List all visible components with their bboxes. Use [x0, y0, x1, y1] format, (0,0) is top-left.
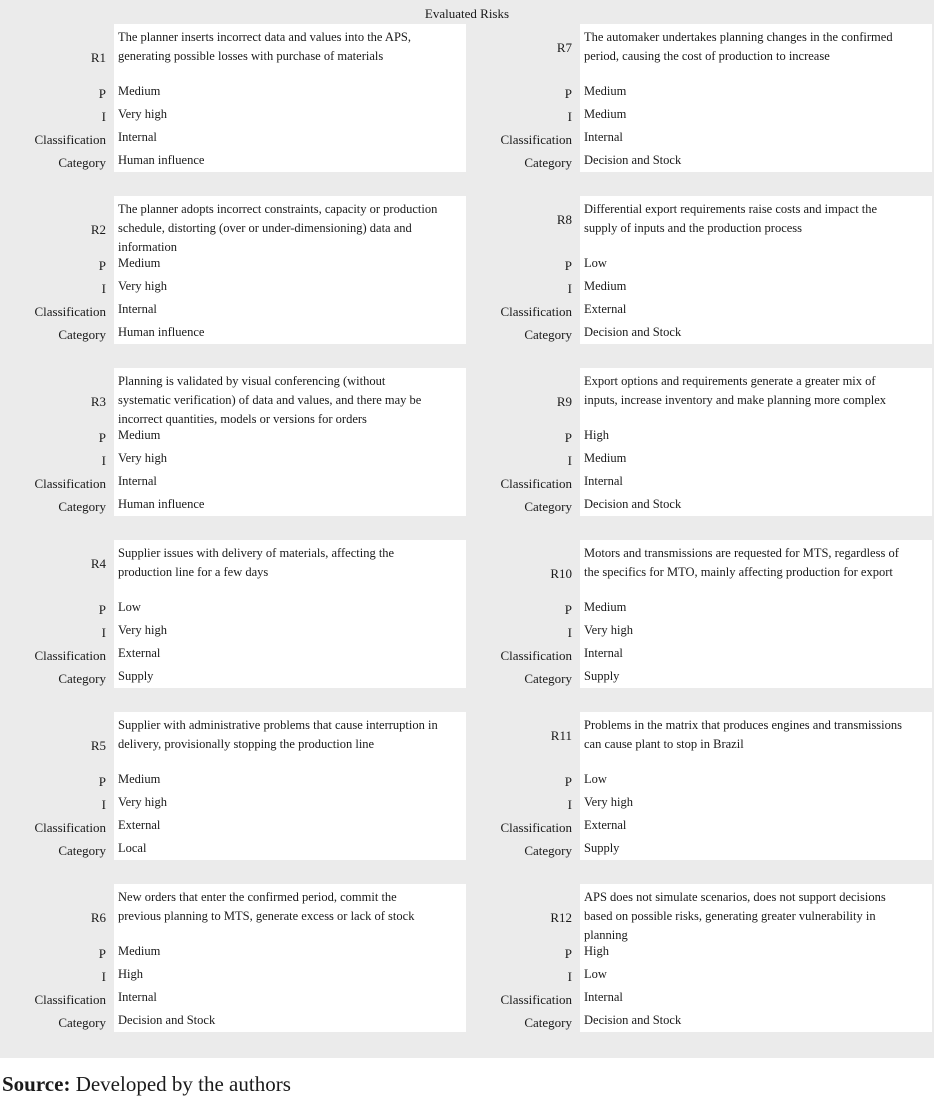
risk-details-box	[114, 196, 466, 344]
risk-details-box	[114, 712, 466, 860]
p-label: P	[564, 774, 572, 789]
risk-id: R4	[90, 556, 106, 571]
classification-value: External	[584, 302, 627, 316]
p-label: P	[98, 430, 106, 445]
risk-description: Supplier with administrative problems that cause interruption in delivery, provisionally stopping the production line	[118, 718, 438, 751]
risk-block-r7	[466, 24, 932, 172]
risk-description: Planning is validated by visual conferencing (without systematic verification) of data and values, and there may be incorrect quantities, models or versions for orders	[118, 374, 422, 426]
category-value: Human influence	[118, 153, 205, 167]
classification-value: External	[118, 646, 161, 660]
category-value: Human influence	[118, 497, 205, 511]
probability-value: Medium	[118, 256, 161, 270]
category-label: Category	[58, 327, 106, 342]
probability-value: Medium	[118, 944, 161, 958]
classification-value: External	[584, 818, 627, 832]
risk-description: Supplier issues with delivery of materials, affecting the production line for a few days	[118, 546, 395, 579]
classification-label: Classification	[500, 304, 572, 319]
impact-value: High	[118, 967, 143, 981]
impact-value: Very high	[118, 623, 167, 637]
impact-value: Medium	[584, 107, 627, 121]
classification-label: Classification	[500, 132, 572, 147]
risk-id: R7	[556, 40, 572, 55]
risk-id: R6	[90, 910, 106, 925]
category-value: Supply	[118, 669, 154, 683]
category-value: Decision and Stock	[584, 325, 682, 339]
i-label: I	[101, 625, 106, 640]
impact-value: Very high	[118, 451, 167, 465]
risk-block-r11	[466, 712, 932, 860]
impact-value: Very high	[118, 279, 167, 293]
source-note	[2, 1071, 291, 1097]
source-text: Developed by the authors	[70, 1072, 291, 1096]
risk-block-r3	[0, 368, 466, 516]
risk-details-box	[114, 884, 466, 1032]
risk-id: R8	[556, 212, 572, 227]
classification-value: External	[118, 818, 161, 832]
probability-value: Medium	[118, 84, 161, 98]
risk-block-r12	[466, 884, 932, 1032]
risk-description: New orders that enter the confirmed period, commit the previous planning to MTS, generate excess or lack of stock	[118, 890, 415, 923]
p-label: P	[98, 86, 106, 101]
classification-value: Internal	[118, 130, 157, 144]
classification-value: Internal	[118, 302, 157, 316]
classification-label: Classification	[34, 476, 106, 491]
classification-label: Classification	[500, 648, 572, 663]
risk-description: The automaker undertakes planning changes in the confirmed period, causing the cost of production to increase	[584, 30, 893, 63]
risk-details-box	[580, 884, 932, 1032]
p-label: P	[98, 946, 106, 961]
p-label: P	[98, 258, 106, 273]
i-label: I	[567, 969, 572, 984]
category-label: Category	[524, 499, 572, 514]
category-value: Decision and Stock	[118, 1013, 216, 1027]
risk-id: R1	[90, 50, 106, 65]
risk-details-box	[114, 540, 466, 688]
i-label: I	[101, 969, 106, 984]
classification-label: Classification	[34, 132, 106, 147]
impact-value: Medium	[584, 279, 627, 293]
category-label: Category	[524, 671, 572, 686]
table-title: Evaluated Risks	[424, 6, 510, 21]
classification-label: Classification	[34, 820, 106, 835]
risk-details-box	[114, 24, 466, 172]
risk-details-box	[580, 24, 932, 172]
risk-description: The planner adopts incorrect constraints, capacity or production schedule, distorting (over or under-dimensioning) data and information	[118, 202, 438, 254]
category-value: Human influence	[118, 325, 205, 339]
classification-value: Internal	[584, 130, 623, 144]
probability-value: Low	[584, 772, 607, 786]
i-label: I	[567, 625, 572, 640]
p-label: P	[564, 946, 572, 961]
classification-value: Internal	[584, 646, 623, 660]
category-value: Supply	[584, 669, 620, 683]
classification-label: Classification	[34, 304, 106, 319]
probability-value: Low	[118, 600, 141, 614]
impact-value: Low	[584, 967, 607, 981]
i-label: I	[567, 453, 572, 468]
p-label: P	[98, 602, 106, 617]
category-label: Category	[58, 155, 106, 170]
p-label: P	[98, 774, 106, 789]
classification-label: Classification	[500, 820, 572, 835]
category-value: Decision and Stock	[584, 1013, 682, 1027]
risk-description: Differential export requirements raise costs and impact the supply of inputs and the production process	[584, 202, 878, 235]
category-label: Category	[524, 1015, 572, 1030]
risk-block-r2	[0, 196, 466, 344]
classification-label: Classification	[500, 476, 572, 491]
p-label: P	[564, 258, 572, 273]
p-label: P	[564, 86, 572, 101]
probability-value: Low	[584, 256, 607, 270]
i-label: I	[101, 453, 106, 468]
category-value: Local	[118, 841, 147, 855]
risk-description: Export options and requirements generate a greater mix of inputs, increase inventory and make planning more complex	[584, 374, 886, 407]
category-value: Supply	[584, 841, 620, 855]
classification-label: Classification	[34, 992, 106, 1007]
category-value: Decision and Stock	[584, 153, 682, 167]
risk-description: Motors and transmissions are requested for MTS, regardless of the specifics for MTO, mainly affecting production for export	[584, 546, 899, 579]
category-value: Decision and Stock	[584, 497, 682, 511]
risk-block-r6	[0, 884, 466, 1032]
impact-value: Very high	[118, 795, 167, 809]
risk-id: R5	[90, 738, 106, 753]
category-label: Category	[524, 327, 572, 342]
probability-value: High	[584, 944, 609, 958]
i-label: I	[101, 109, 106, 124]
risk-block-r10	[466, 540, 932, 688]
p-label: P	[564, 602, 572, 617]
risk-description: The planner inserts incorrect data and values into the APS, generating possible losses with purchase of materials	[118, 30, 411, 63]
risk-block-r4	[0, 540, 466, 688]
risk-details-box	[580, 368, 932, 516]
impact-value: Very high	[584, 623, 633, 637]
impact-value: Medium	[584, 451, 627, 465]
i-label: I	[101, 797, 106, 812]
category-label: Category	[58, 843, 106, 858]
risk-details-box	[580, 540, 932, 688]
classification-value: Internal	[118, 990, 157, 1004]
risk-details-box	[580, 196, 932, 344]
probability-value: Medium	[584, 600, 627, 614]
probability-value: Medium	[118, 772, 161, 786]
risk-details-box	[114, 368, 466, 516]
classification-value: Internal	[584, 990, 623, 1004]
risk-id: R10	[550, 566, 572, 581]
classification-value: Internal	[118, 474, 157, 488]
risk-block-r1	[0, 24, 466, 172]
i-label: I	[101, 281, 106, 296]
i-label: I	[567, 797, 572, 812]
impact-value: Very high	[584, 795, 633, 809]
p-label: P	[564, 430, 572, 445]
impact-value: Very high	[118, 107, 167, 121]
i-label: I	[567, 109, 572, 124]
source-label: Source:	[2, 1072, 71, 1096]
category-label: Category	[58, 1015, 106, 1030]
probability-value: Medium	[584, 84, 627, 98]
risk-id: R2	[90, 222, 106, 237]
risk-description: Problems in the matrix that produces engines and transmissions can cause plant to stop in Brazil	[584, 718, 903, 751]
risk-id: R11	[550, 728, 572, 743]
probability-value: High	[584, 428, 609, 442]
i-label: I	[567, 281, 572, 296]
risk-id: R12	[550, 910, 572, 925]
category-label: Category	[58, 671, 106, 686]
risk-block-r5	[0, 712, 466, 860]
risk-id: R3	[90, 394, 106, 409]
risk-block-r9	[466, 368, 932, 516]
category-label: Category	[524, 843, 572, 858]
classification-label: Classification	[34, 648, 106, 663]
classification-value: Internal	[584, 474, 623, 488]
category-label: Category	[524, 155, 572, 170]
category-label: Category	[58, 499, 106, 514]
classification-label: Classification	[500, 992, 572, 1007]
risk-details-box	[580, 712, 932, 860]
risk-description: APS does not simulate scenarios, does not support decisions based on possible risks, generating greater vulnerability in planning	[584, 890, 886, 942]
probability-value: Medium	[118, 428, 161, 442]
risk-block-r8	[466, 196, 932, 344]
risk-id: R9	[556, 394, 572, 409]
